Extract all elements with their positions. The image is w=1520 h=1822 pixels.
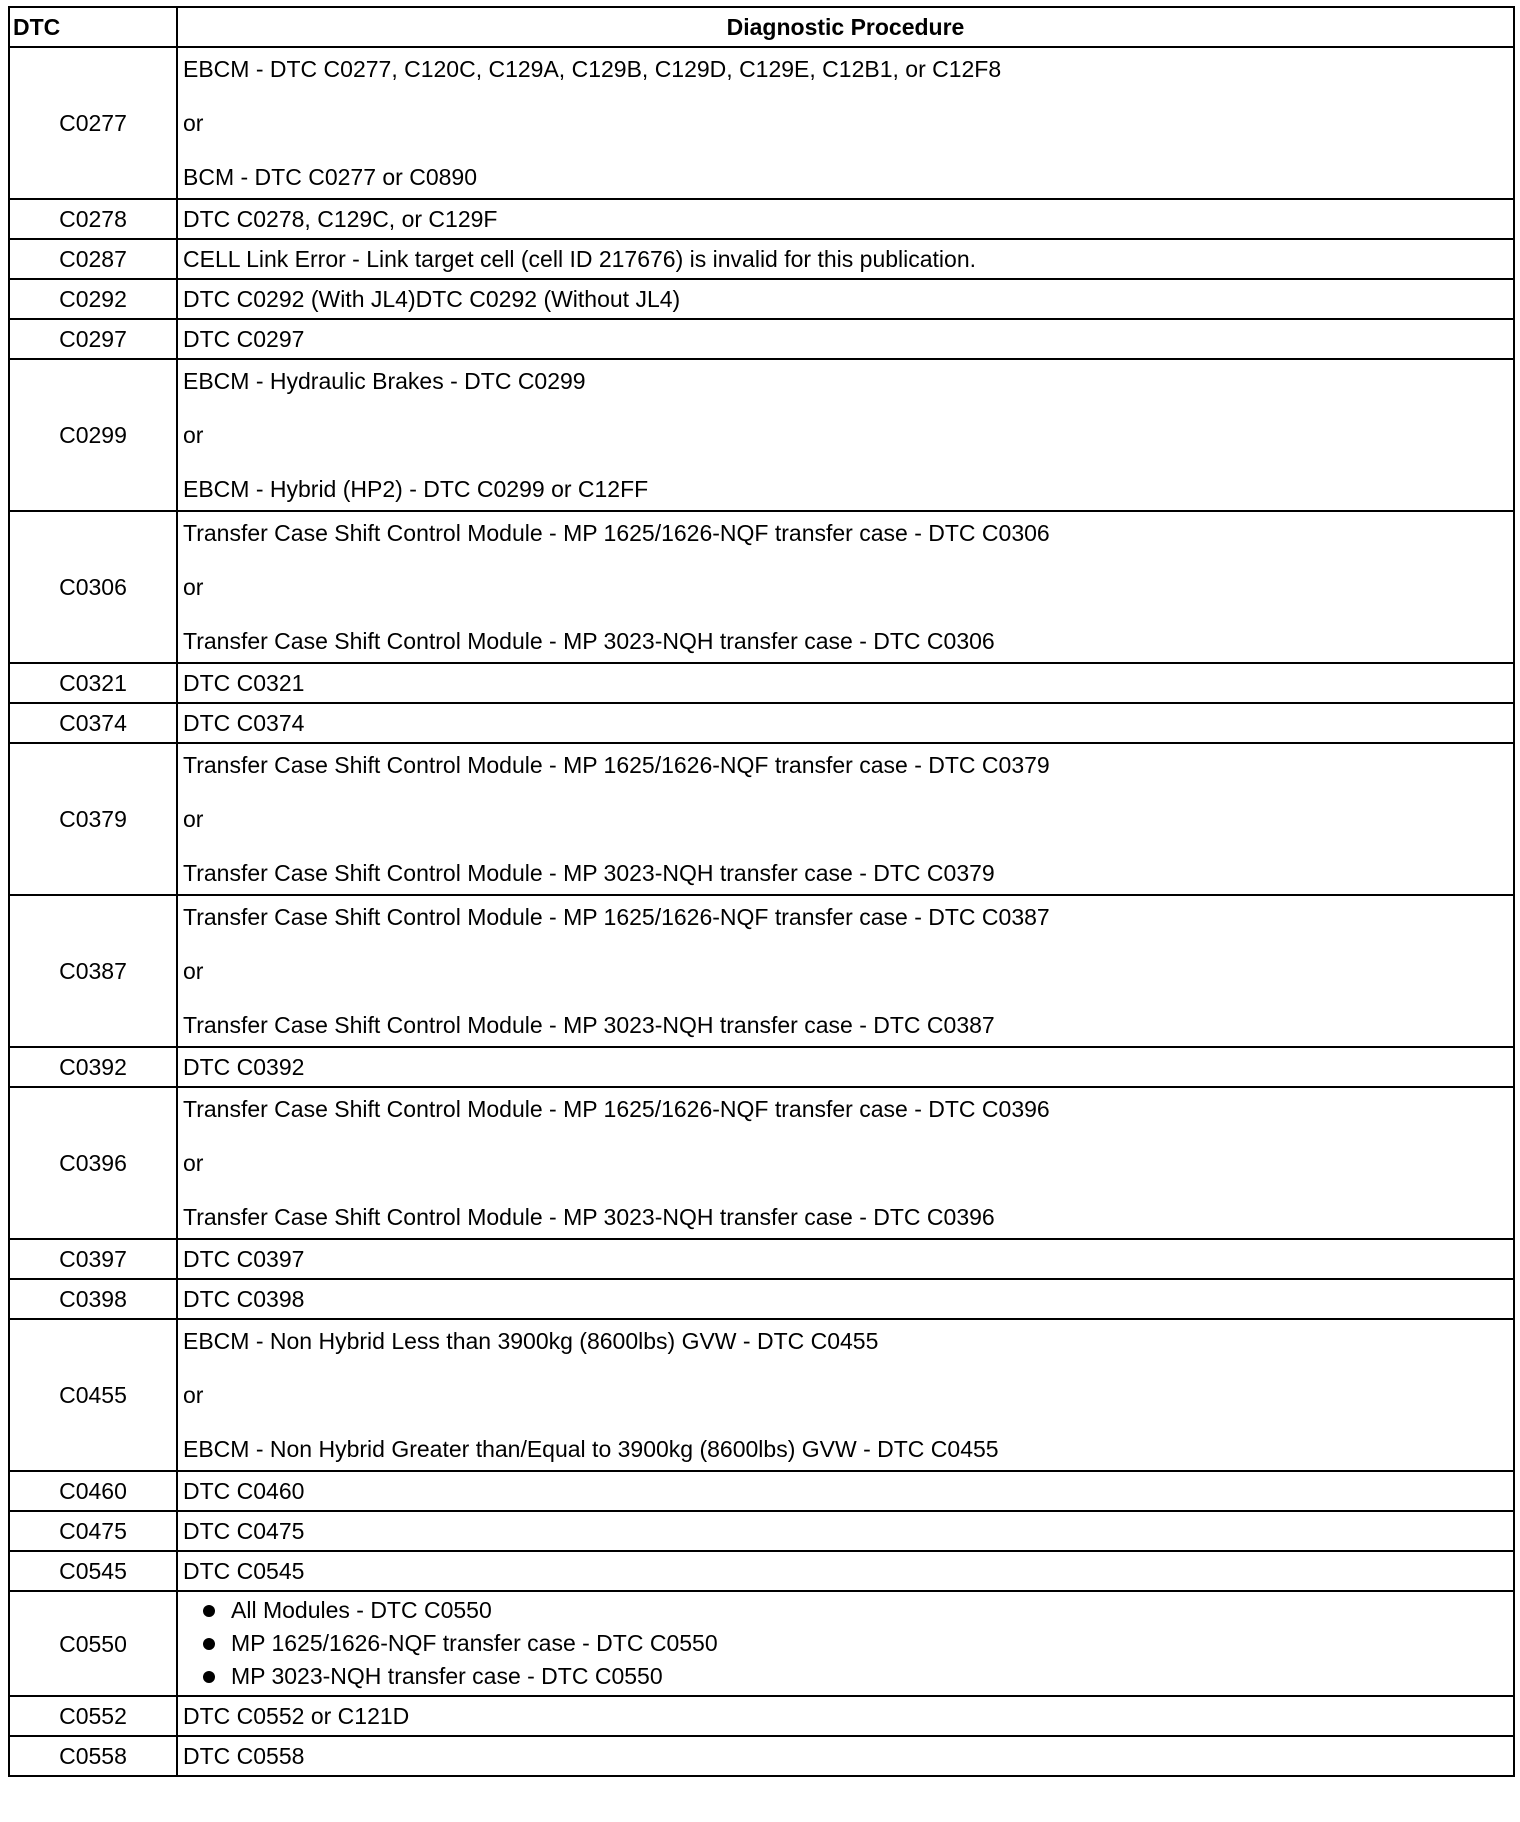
table-row <box>9 1279 1514 1319</box>
procedure-bullet-item <box>203 1627 1513 1660</box>
table-row <box>9 279 1514 319</box>
procedure-line: DTC C0398 <box>183 1286 305 1312</box>
dtc-code: C0552 <box>9 1696 177 1736</box>
procedure-bullet-text: MP 1625/1626-NQF transfer case - DTC C0550 <box>231 1630 718 1656</box>
dtc-code: C0550 <box>9 1591 177 1696</box>
procedure-line: Transfer Case Shift Control Module - MP 1625/1626-NQF transfer case - DTC C0387 <box>183 904 1050 930</box>
dtc-code: C0299 <box>9 359 177 511</box>
table-row <box>9 1511 1514 1551</box>
diagnostic-procedure <box>177 239 1514 279</box>
procedure-line: EBCM - Hydraulic Brakes - DTC C0299 <box>183 368 586 394</box>
table-row <box>9 319 1514 359</box>
procedure-line: DTC C0278, C129C, or C129F <box>183 206 498 232</box>
procedure-line: EBCM - Non Hybrid Less than 3900kg (8600lbs) GVW - DTC C0455 <box>183 1328 879 1354</box>
procedure-line: Transfer Case Shift Control Module - MP 3023-NQH transfer case - DTC C0387 <box>183 1012 995 1038</box>
procedure-line: DTC C0392 <box>183 1054 305 1080</box>
table-row <box>9 199 1514 239</box>
diagnostic-procedure <box>177 359 1514 511</box>
diagnostic-procedure <box>177 703 1514 743</box>
procedure-bullet-item <box>203 1660 1513 1693</box>
table-row <box>9 703 1514 743</box>
dtc-code: C0379 <box>9 743 177 895</box>
procedure-line: DTC C0460 <box>183 1478 305 1504</box>
procedure-line: EBCM - DTC C0277, C120C, C129A, C129B, C129D, C129E, C12B1, or C12F8 <box>183 56 1002 82</box>
table-row <box>9 1319 1514 1471</box>
dtc-code: C0278 <box>9 199 177 239</box>
table-row <box>9 239 1514 279</box>
procedure-line: EBCM - Hybrid (HP2) - DTC C0299 or C12FF <box>183 476 649 502</box>
procedure-or-separator: or <box>183 574 204 600</box>
diagnostic-procedure <box>177 319 1514 359</box>
diagnostic-procedure <box>177 47 1514 199</box>
dtc-code: C0396 <box>9 1087 177 1239</box>
diagnostic-procedure <box>177 1591 1514 1696</box>
dtc-code: C0455 <box>9 1319 177 1471</box>
table-row <box>9 1696 1514 1736</box>
dtc-code: C0374 <box>9 703 177 743</box>
procedure-line: DTC C0545 <box>183 1558 305 1584</box>
procedure-line: DTC C0297 <box>183 326 305 352</box>
dtc-code: C0292 <box>9 279 177 319</box>
table-row <box>9 1087 1514 1239</box>
diagnostic-procedure <box>177 1047 1514 1087</box>
procedure-or-separator: or <box>183 110 204 136</box>
table-row <box>9 1551 1514 1591</box>
header-dtc: DTC <box>9 7 177 47</box>
procedure-line: DTC C0292 (With JL4)DTC C0292 (Without JL4) <box>183 286 681 312</box>
bullet-icon <box>203 1638 215 1650</box>
table-row <box>9 1471 1514 1511</box>
dtc-code: C0297 <box>9 319 177 359</box>
diagnostic-procedure <box>177 1239 1514 1279</box>
diagnostic-procedure <box>177 743 1514 895</box>
diagnostic-procedure <box>177 1471 1514 1511</box>
procedure-line: DTC C0321 <box>183 670 305 696</box>
bullet-icon <box>203 1671 215 1683</box>
procedure-or-separator: or <box>183 806 204 832</box>
procedure-line: Transfer Case Shift Control Module - MP 1625/1626-NQF transfer case - DTC C0396 <box>183 1096 1050 1122</box>
procedure-bullet-list <box>183 1592 1513 1695</box>
procedure-bullet-text: MP 3023-NQH transfer case - DTC C0550 <box>231 1663 663 1689</box>
diagnostic-procedure <box>177 1319 1514 1471</box>
procedure-or-separator: or <box>183 422 204 448</box>
diagnostic-procedure <box>177 1087 1514 1239</box>
diagnostic-procedure <box>177 279 1514 319</box>
dtc-table <box>8 6 1515 1777</box>
dtc-code: C0475 <box>9 1511 177 1551</box>
dtc-code: C0387 <box>9 895 177 1047</box>
procedure-or-separator: or <box>183 1382 204 1408</box>
diagnostic-procedure <box>177 663 1514 703</box>
table-row <box>9 1736 1514 1776</box>
table-row <box>9 47 1514 199</box>
dtc-code: C0277 <box>9 47 177 199</box>
table-row <box>9 1047 1514 1087</box>
dtc-code: C0392 <box>9 1047 177 1087</box>
header-diagnostic-procedure: Diagnostic Procedure <box>177 7 1514 47</box>
dtc-code: C0398 <box>9 1279 177 1319</box>
procedure-line: BCM - DTC C0277 or C0890 <box>183 164 477 190</box>
dtc-code: C0306 <box>9 511 177 663</box>
procedure-line: DTC C0558 <box>183 1743 305 1769</box>
table-header-row <box>9 7 1514 47</box>
bullet-icon <box>203 1605 215 1617</box>
procedure-line: DTC C0374 <box>183 710 305 736</box>
dtc-code: C0545 <box>9 1551 177 1591</box>
procedure-line: Transfer Case Shift Control Module - MP 3023-NQH transfer case - DTC C0379 <box>183 860 995 886</box>
dtc-code: C0558 <box>9 1736 177 1776</box>
procedure-or-separator: or <box>183 1150 204 1176</box>
dtc-code: C0460 <box>9 1471 177 1511</box>
procedure-line: Transfer Case Shift Control Module - MP 1625/1626-NQF transfer case - DTC C0379 <box>183 752 1050 778</box>
diagnostic-procedure <box>177 1736 1514 1776</box>
diagnostic-procedure <box>177 895 1514 1047</box>
diagnostic-procedure <box>177 1696 1514 1736</box>
procedure-line: DTC C0552 or C121D <box>183 1703 410 1729</box>
procedure-line: Transfer Case Shift Control Module - MP 3023-NQH transfer case - DTC C0306 <box>183 628 995 654</box>
diagnostic-procedure <box>177 1551 1514 1591</box>
table-row <box>9 511 1514 663</box>
procedure-bullet-text: All Modules - DTC C0550 <box>231 1597 492 1623</box>
procedure-line: EBCM - Non Hybrid Greater than/Equal to 3900kg (8600lbs) GVW - DTC C0455 <box>183 1436 999 1462</box>
procedure-bullet-item <box>203 1594 1513 1627</box>
table-body <box>9 47 1514 1776</box>
procedure-line: CELL Link Error - Link target cell (cell ID 217676) is invalid for this publication. <box>183 246 977 272</box>
table-row <box>9 1591 1514 1696</box>
diagnostic-procedure <box>177 1279 1514 1319</box>
procedure-or-separator: or <box>183 958 204 984</box>
table-row <box>9 359 1514 511</box>
diagnostic-procedure <box>177 511 1514 663</box>
diagnostic-procedure <box>177 1511 1514 1551</box>
dtc-code: C0397 <box>9 1239 177 1279</box>
table-row <box>9 1239 1514 1279</box>
procedure-line: Transfer Case Shift Control Module - MP 3023-NQH transfer case - DTC C0396 <box>183 1204 995 1230</box>
procedure-line: DTC C0397 <box>183 1246 305 1272</box>
diagnostic-procedure <box>177 199 1514 239</box>
dtc-code: C0287 <box>9 239 177 279</box>
table-row <box>9 895 1514 1047</box>
table-row <box>9 663 1514 703</box>
procedure-line: Transfer Case Shift Control Module - MP 1625/1626-NQF transfer case - DTC C0306 <box>183 520 1050 546</box>
dtc-code: C0321 <box>9 663 177 703</box>
procedure-line: DTC C0475 <box>183 1518 305 1544</box>
table-row <box>9 743 1514 895</box>
